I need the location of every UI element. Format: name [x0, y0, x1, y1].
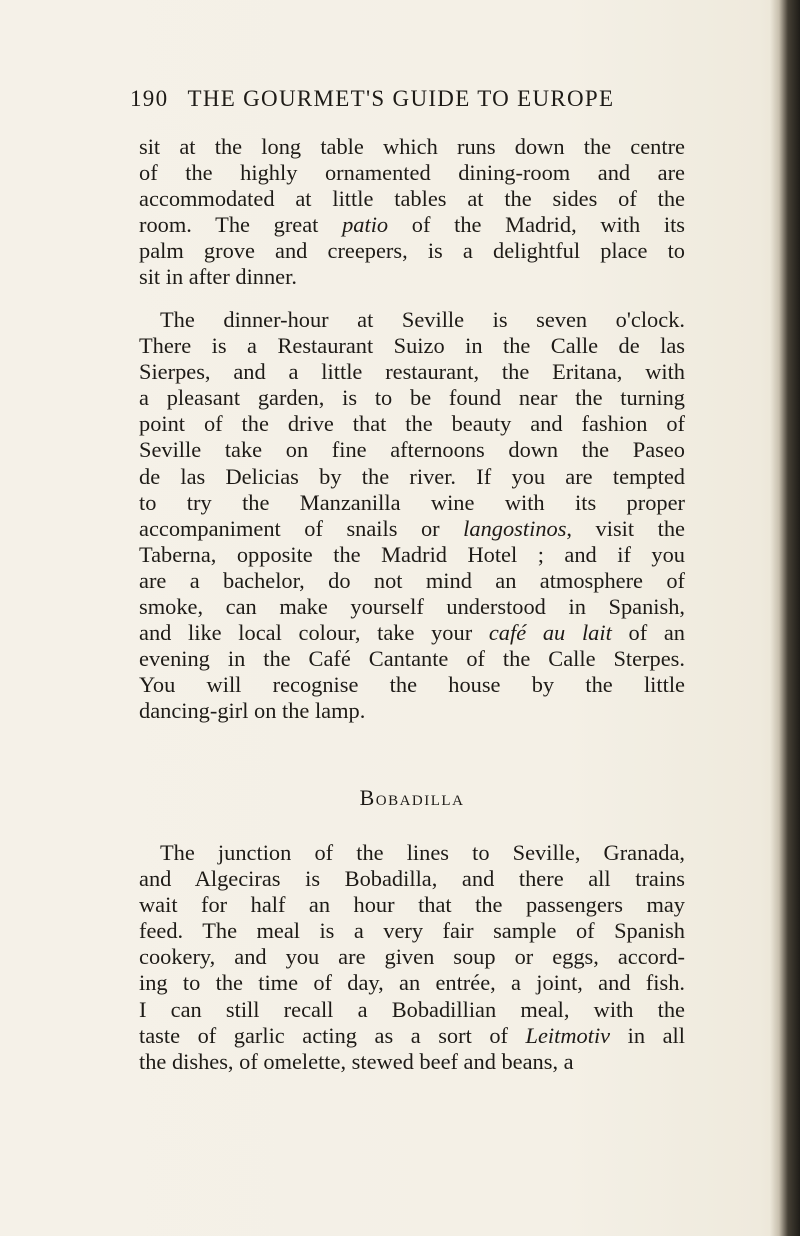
text-line: are a bachelor, do not mind an atmosphere of: [139, 567, 685, 593]
text-line: cookery, and you are given soup or eggs, accord-: [139, 944, 685, 970]
text-line: feed. The meal is a very fair sample of Spanish: [139, 918, 685, 944]
text-line: I can still recall a Bobadillian meal, with the: [139, 996, 685, 1022]
paragraph-bobadilla: [139, 840, 685, 1075]
text-line: You will recognise the house by the little: [139, 672, 685, 698]
text-line: The dinner-hour at Seville is seven o'clock.: [160, 307, 685, 332]
text-line: and Algeciras is Bobadilla, and there all trains: [139, 866, 685, 892]
page-header: [130, 86, 690, 120]
text-line: and like local colour, take your café au lait of an: [139, 620, 685, 646]
text-line: room. The great patio of the Madrid, with its: [139, 212, 686, 238]
text-line: of the highly ornamented dining-room and are: [139, 160, 685, 186]
text-line: to try the Manzanilla wine with its proper: [139, 489, 685, 515]
text-line: Taberna, opposite the Madrid Hotel ; and if you: [139, 541, 685, 567]
text-line: evening in the Café Cantante of the Calle Sterpes.: [139, 646, 685, 672]
text-line: smoke, can make yourself understood in Spanish,: [139, 594, 685, 620]
paragraph-seville-dinner: [139, 307, 685, 725]
text-line: sit at the long table which runs down the centre: [139, 134, 685, 159]
text-line: Seville take on fine afternoons down the Paseo: [139, 437, 685, 463]
text-line: dancing-girl on the lamp.: [139, 698, 366, 724]
italic-term: langostinos: [463, 515, 567, 541]
text-line: wait for half an hour that the passengers may: [139, 892, 685, 918]
text-line: de las Delicias by the river. If you are tempted: [139, 463, 685, 489]
text-line: sit in after dinner.: [139, 264, 297, 290]
text-line: Sierpes, and a little restaurant, the Eritana, with: [139, 359, 685, 385]
text-line: The junction of the lines to Seville, Granada,: [160, 840, 685, 865]
paragraph-patio: [139, 134, 685, 291]
text-line: taste of garlic acting as a sort of Leitmotiv in all: [139, 1022, 685, 1048]
text-line: the dishes, of omelette, stewed beef and beans, a: [139, 1048, 574, 1074]
page-edge-shadow: [770, 0, 800, 1236]
italic-term: patio: [342, 212, 389, 238]
italic-term: café au lait: [488, 620, 612, 646]
italic-term: Leitmotiv: [525, 1022, 611, 1048]
text-line: accompaniment of snails or langostinos, visit the: [139, 515, 685, 541]
section-heading-bobadilla: Bobadilla: [359, 785, 465, 810]
page-number: 190: [130, 86, 169, 111]
text-line: ing to the time of day, an entrée, a joint, and fish.: [139, 970, 685, 996]
running-title: THE GOURMET'S GUIDE TO EUROPE: [187, 86, 615, 111]
text-line: accommodated at little tables at the sides of the: [139, 186, 685, 212]
text-line: There is a Restaurant Suizo in the Calle de las: [139, 333, 685, 359]
text-line: palm grove and creepers, is a delightful place to: [139, 238, 685, 264]
text-line: point of the drive that the beauty and fashion of: [139, 411, 685, 437]
text-line: a pleasant garden, is to be found near the turning: [139, 385, 685, 411]
